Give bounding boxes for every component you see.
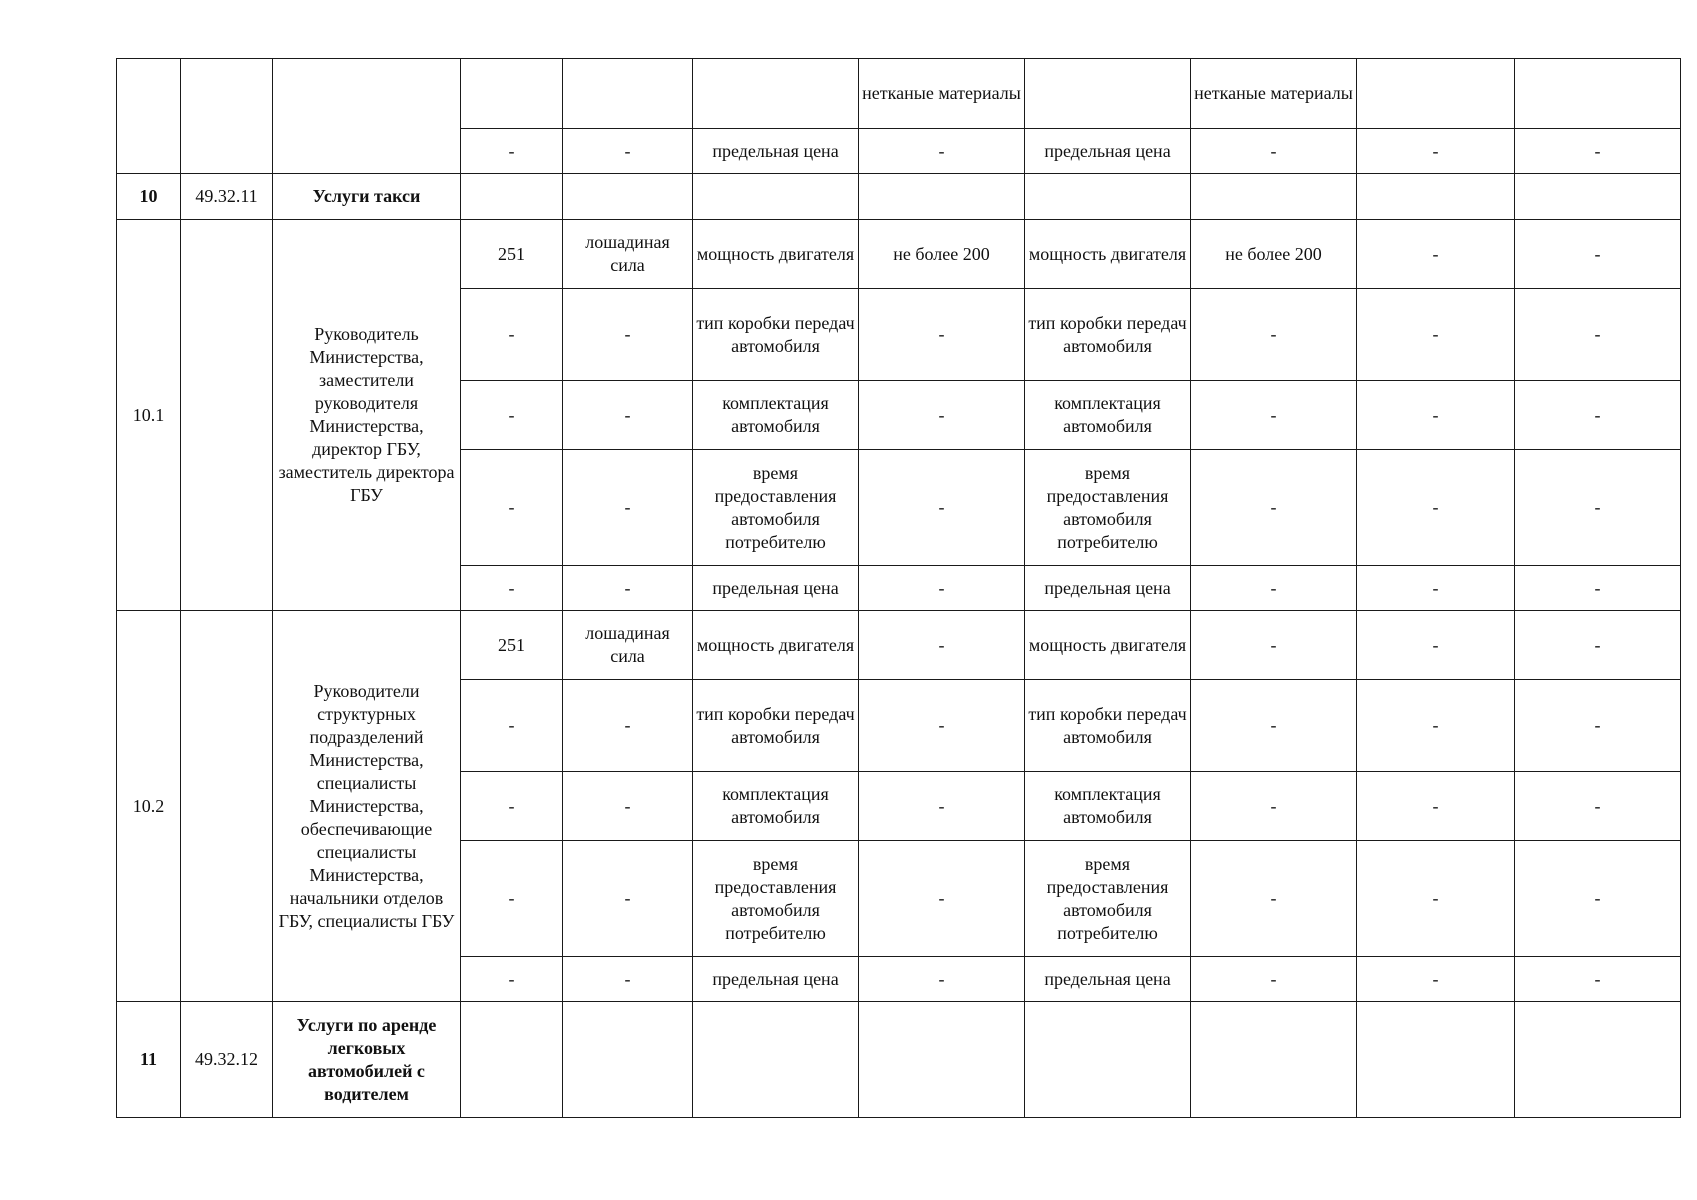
cell-name [273,59,461,174]
table-row [117,611,1681,680]
cell [461,1002,563,1118]
cell: - [461,957,563,1002]
cell: комплектация автомобиля [693,772,859,841]
cell [563,1002,693,1118]
cell: - [563,566,693,611]
cell: тип коробки передач автомобиля [693,680,859,772]
cell: - [1191,611,1357,680]
cell: - [1357,680,1515,772]
cell: - [1191,772,1357,841]
cell: - [1515,611,1681,680]
cell: - [563,680,693,772]
cell: мощность двигателя [693,220,859,289]
cell: - [461,772,563,841]
cell: - [461,450,563,566]
cell: - [1515,129,1681,174]
cell: - [1515,381,1681,450]
cell [1025,1002,1191,1118]
cell-code [181,220,273,611]
document-page [116,58,1681,1118]
cell: - [1191,680,1357,772]
cell [1515,59,1681,129]
cell: - [1357,450,1515,566]
cell: - [1357,289,1515,381]
cell: не более 200 [1191,220,1357,289]
cell: - [1515,957,1681,1002]
cell: - [563,957,693,1002]
cell: 251 [461,220,563,289]
cell-code [181,611,273,1002]
cell [1357,174,1515,220]
cell [1357,1002,1515,1118]
cell: - [1515,772,1681,841]
cell [1191,1002,1357,1118]
cell [693,1002,859,1118]
cell-code: 49.32.11 [181,174,273,220]
table-row [117,220,1681,289]
cell: время предоставления автомобиля потребителю [693,450,859,566]
cell: - [563,772,693,841]
cell: предельная цена [693,957,859,1002]
cell [859,1002,1025,1118]
cell: - [563,129,693,174]
cell: - [1191,129,1357,174]
cell: - [563,381,693,450]
cell [1515,1002,1681,1118]
section-header-row [117,1002,1681,1118]
cell: предельная цена [1025,566,1191,611]
cell: - [859,957,1025,1002]
cell: - [461,841,563,957]
cell: - [1357,957,1515,1002]
cell: лошадиная сила [563,220,693,289]
cell-name: Руководители структурных подразделений Министерства, специалисты Министерства, обеспечивающие специалисты Министерства, начальники отделов ГБУ, специалисты ГБУ [273,611,461,1002]
cell: нетканые материалы [1191,59,1357,129]
cell-code [181,59,273,174]
cell [1191,174,1357,220]
cell [859,174,1025,220]
cell: тип коробки передач автомобиля [1025,289,1191,381]
cell: - [563,289,693,381]
cell-name: Услуги такси [273,174,461,220]
cell-number: 10.1 [117,220,181,611]
cell: - [1191,450,1357,566]
cell: - [1191,289,1357,381]
cell-number: 10.2 [117,611,181,1002]
cell [1515,174,1681,220]
cell: - [1515,841,1681,957]
section-header-row [117,174,1681,220]
cell: мощность двигателя [1025,220,1191,289]
cell: лошадиная сила [563,611,693,680]
cell: предельная цена [693,129,859,174]
cell: - [859,680,1025,772]
cell: - [1191,957,1357,1002]
cell: комплектация автомобиля [1025,381,1191,450]
cell: - [461,566,563,611]
table-row [117,59,1681,129]
cell: предельная цена [1025,129,1191,174]
cell-name: Услуги по аренде легковых автомобилей с водителем [273,1002,461,1118]
cell: - [563,841,693,957]
cell: - [859,611,1025,680]
cell: тип коробки передач автомобиля [1025,680,1191,772]
cell: - [461,289,563,381]
cell: - [859,289,1025,381]
cell: - [1515,680,1681,772]
cell-code: 49.32.12 [181,1002,273,1118]
cell: не более 200 [859,220,1025,289]
cell [693,174,859,220]
cell: - [1515,220,1681,289]
cell: - [1357,611,1515,680]
cell: - [1515,566,1681,611]
cell [461,59,563,129]
cell: - [1191,841,1357,957]
cell: - [859,381,1025,450]
cell: - [563,450,693,566]
cell: - [859,772,1025,841]
cell: - [1357,381,1515,450]
cell: - [859,566,1025,611]
cell: - [1515,289,1681,381]
cell [563,174,693,220]
cell: комплектация автомобиля [693,381,859,450]
cell [1357,59,1515,129]
cell-number: 11 [117,1002,181,1118]
cell: - [461,129,563,174]
cell: - [859,841,1025,957]
cell-number: 10 [117,174,181,220]
cell: время предоставления автомобиля потребителю [1025,450,1191,566]
cell: тип коробки передач автомобиля [693,289,859,381]
cell: - [1357,129,1515,174]
cell-name: Руководитель Министерства, заместители руководителя Министерства, директор ГБУ, заместитель директора ГБУ [273,220,461,611]
cell [461,174,563,220]
cell [1025,59,1191,129]
cell: мощность двигателя [1025,611,1191,680]
cell: - [1357,566,1515,611]
cell: время предоставления автомобиля потребителю [1025,841,1191,957]
cell: - [1515,450,1681,566]
cell: нетканые материалы [859,59,1025,129]
cell [563,59,693,129]
cell: 251 [461,611,563,680]
cell: предельная цена [1025,957,1191,1002]
requirements-table [116,58,1681,1118]
cell: - [859,129,1025,174]
cell: - [1357,772,1515,841]
cell: - [859,450,1025,566]
cell [693,59,859,129]
cell: - [1191,566,1357,611]
cell: - [1357,841,1515,957]
cell: мощность двигателя [693,611,859,680]
cell: - [1191,381,1357,450]
cell: - [461,680,563,772]
cell: - [461,381,563,450]
cell: комплектация автомобиля [1025,772,1191,841]
cell: предельная цена [693,566,859,611]
cell: - [1357,220,1515,289]
cell: время предоставления автомобиля потребителю [693,841,859,957]
cell-number [117,59,181,174]
cell [1025,174,1191,220]
